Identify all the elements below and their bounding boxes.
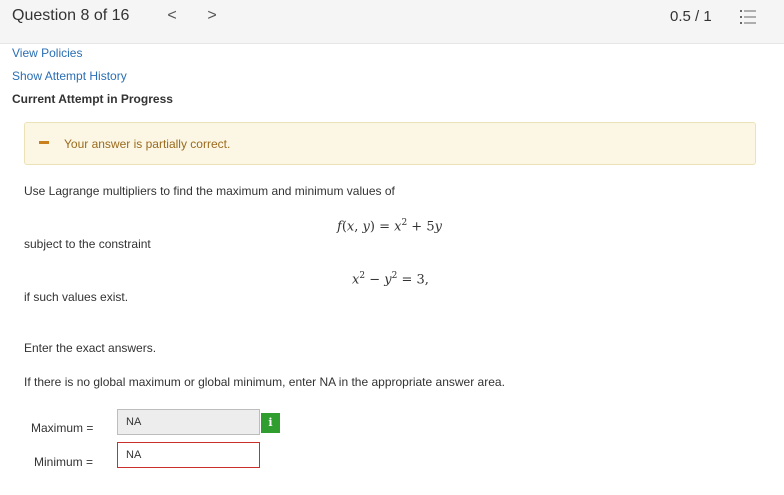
minimum-input[interactable] — [117, 442, 260, 468]
objective-function: f(x, $y) = x^2 + 5y$ — [337, 218, 442, 235]
constraint-equation: $x^2 - y^2 = 3$, — [352, 271, 429, 288]
attempt-status: Current Attempt in Progress — [12, 92, 173, 106]
minus-icon — [39, 141, 49, 144]
existence-note: if such values exist. — [24, 290, 129, 304]
question-intro: Use Lagrange multipliers to find the maximum and minimum values of — [24, 184, 395, 198]
constraint-intro: subject to the constraint — [24, 237, 151, 251]
view-policies-link[interactable]: View Policies — [12, 46, 83, 60]
alert-message: Your answer is partially correct. — [64, 137, 231, 151]
exact-answers-note: Enter the exact answers. — [24, 341, 157, 355]
maximum-label: Maximum = — [31, 421, 94, 435]
show-attempt-history-link[interactable]: Show Attempt History — [12, 69, 127, 83]
minimum-label: Minimum = — [34, 455, 94, 469]
na-instruction: If there is no global maximum or global minimum, enter NA in the appropriate answer area. — [24, 375, 505, 389]
question-title: Question 8 of 16 — [12, 7, 130, 24]
partial-correct-alert — [24, 122, 756, 165]
question-list-icon[interactable] — [739, 8, 757, 26]
previous-question-button[interactable]: < — [167, 7, 177, 24]
maximum-input[interactable] — [117, 409, 260, 435]
question-header — [0, 0, 784, 44]
score-display: 0.5 / 1 — [670, 8, 712, 25]
info-icon[interactable]: i — [261, 413, 280, 433]
next-question-button[interactable]: > — [207, 7, 217, 24]
